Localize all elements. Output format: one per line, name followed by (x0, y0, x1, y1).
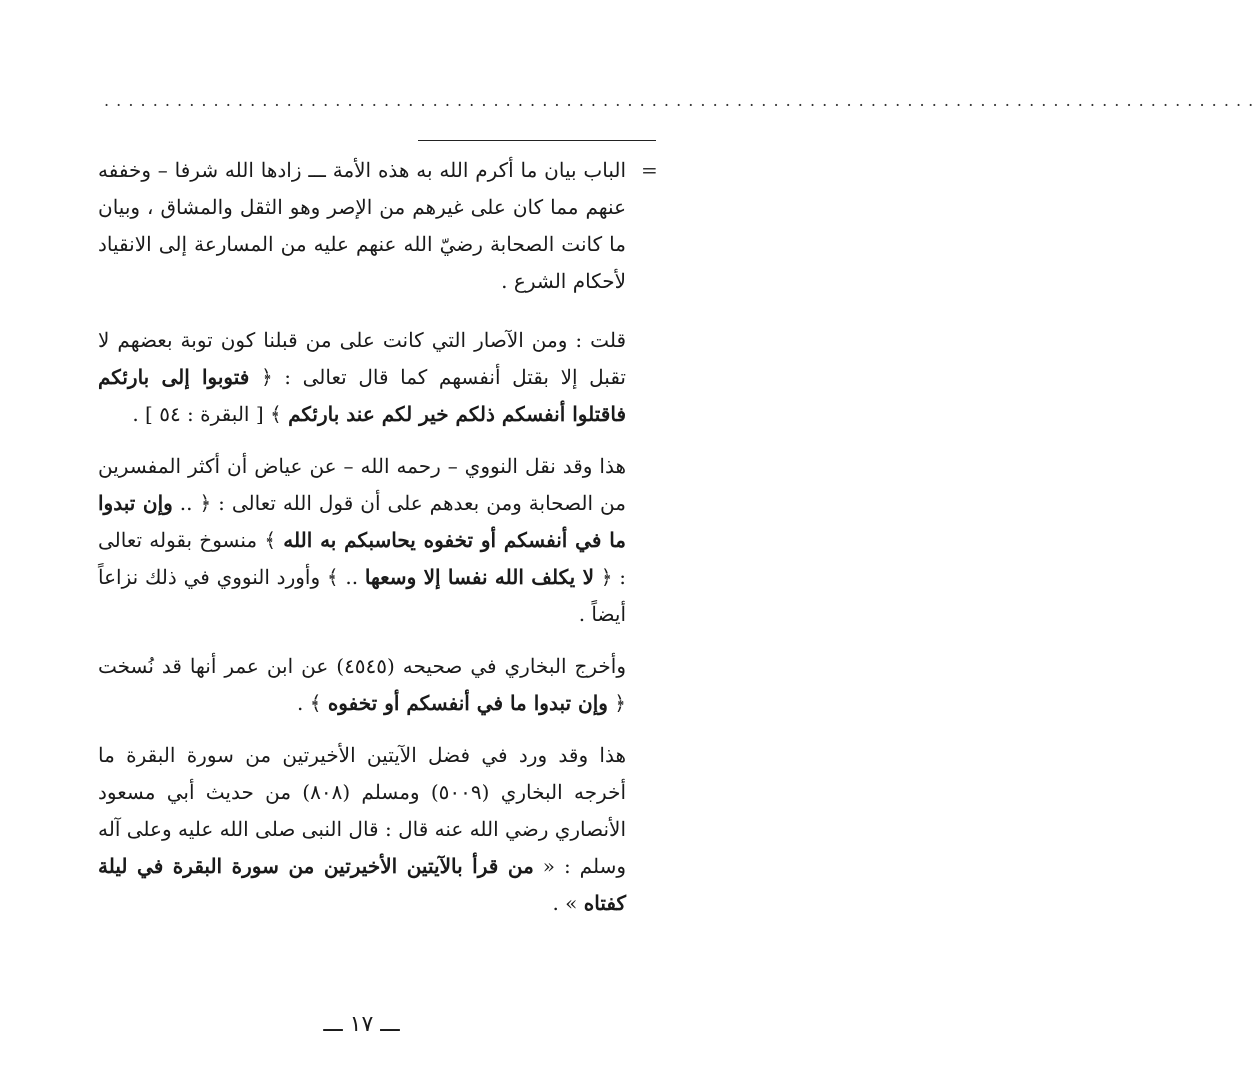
paragraph (98, 648, 626, 722)
quoted-text: فتوبوا إلى بارئكم فاقتلوا أنفسكم ذلكم خير لكم عند بارئكم (98, 365, 626, 426)
quoted-text: من قرأ بالآيتين الأخيرتين من سورة البقرة في ليلة كفتاه (98, 854, 626, 915)
quoted-text: لا يكلف الله نفسا إلا وسعها (364, 565, 595, 589)
paragraph (98, 322, 626, 433)
body-text: » . (552, 891, 584, 915)
body-text: هذا وقد نقل النووي – رحمه الله – عن عياض أن أكثر المفسرين من الصحابة ومن بعدهم على أن قول الله تعالى : ﴿ .. (98, 454, 626, 515)
body-text: ﴾ . (297, 691, 328, 715)
paragraph (98, 152, 626, 300)
continuation-mark: = (641, 158, 658, 182)
paragraph (98, 737, 626, 922)
body-text: قلت : ومن الآصار التي كانت على من قبلنا كون توبة بعضهم لا تقبل إلا بقتل أنفسهم كما قال تعالى : ﴿ (98, 328, 627, 389)
quoted-text: وإن تبدوا ما في أنفسكم أو تخفوه يحاسبكم به الله (98, 491, 626, 552)
page-number: ـــ ١٧ ـــ (323, 1012, 400, 1037)
body-text: ﴾ منسوخ بقوله تعالى : ﴿ (98, 528, 627, 589)
body-text: وأخرج البخاري في صحيحه (٤٥٤٥) عن ابن عمر أنها قد نُسخت ﴿ (98, 654, 626, 715)
footnote-rule (418, 140, 656, 141)
quoted-text: وإن تبدوا ما في أنفسكم أو تخفوه (327, 691, 608, 715)
body-text: هذا وقد ورد في فضل الآيتين الأخيرتين من سورة البقرة ما أخرجه البخاري (٥٠٠٩) ومسلم (٨٠٨) من حديث أبي مسعود الأنصاري رضي الله عنه قال : قال النبى صلى الله عليه وعلى آله وسلم : « (98, 743, 627, 878)
body-text: ﴾ [ البقرة : ٥٤ ] . (132, 402, 289, 426)
body-text: الباب بيان ما أكرم الله به هذه الأمة ـــ زادها الله شرفا – وخففه عنهم مما كان على غيرهم من الإصر وهو الثقل والمشاق ، وبيان ما كانت الصحابة رضيّ الله عنهم عليه من المسارعة إلى الانقياد لأحكام الشرع . (98, 158, 626, 293)
paragraph (98, 448, 626, 633)
body-text: .. ﴾ وأورد النووي في ذلك نزاعاً أيضاً . (98, 565, 626, 626)
dotted-separator: . . . . . . . . . . . . . . . . . . . . . . . . . . . . . . . . . . . . . . . . . . . . . . . . . . . . . . . . . . . . . . . . . . . . . . . . . . . . . . . . . . . . . . . . . . . . . . . (104, 91, 1254, 110)
footnote-body (98, 152, 626, 937)
